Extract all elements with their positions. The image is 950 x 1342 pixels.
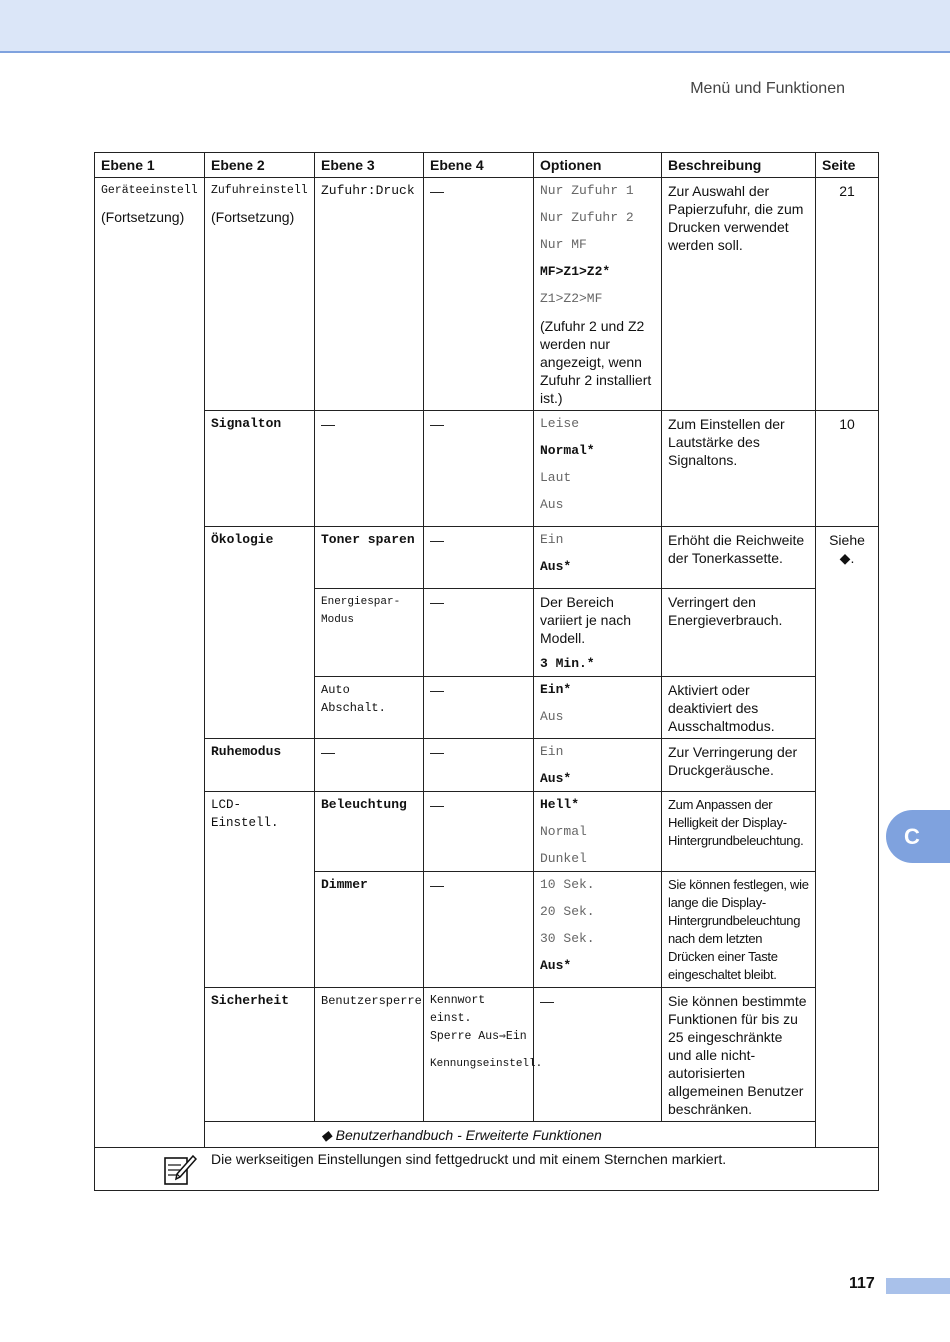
note — [95, 1148, 879, 1191]
level4-cell: — — [424, 792, 534, 872]
description-cell: Zum Einstellen der Lautstärke des Signaltons. — [662, 411, 816, 527]
options-cell — [534, 589, 662, 677]
page-number-bar — [886, 1278, 950, 1294]
option-default: Hell* — [540, 797, 580, 812]
footnote-row — [95, 1122, 879, 1148]
options-cell — [534, 677, 662, 739]
table-row — [95, 792, 879, 872]
description-cell: Sie können festlegen, wie lange die Display-Hintergrundbeleuchtung nach dem letzten Drücken einer Taste eingeschaltet bleibt. — [662, 872, 816, 988]
option-default: Normal* — [540, 443, 595, 458]
level4-item: Sperre Aus⇒Ein — [430, 1030, 527, 1043]
table-row — [95, 739, 879, 792]
col-header: Optionen — [534, 153, 662, 178]
col-header: Ebene 1 — [95, 153, 205, 178]
option: Laut — [540, 470, 572, 485]
options-cell: — — [534, 988, 662, 1122]
level4-cell: — — [424, 589, 534, 677]
options-cell — [534, 178, 662, 411]
level4-cell: — — [424, 527, 534, 589]
level4-cell: — — [424, 872, 534, 988]
option-note: Der Bereich variiert je nach Modell. — [540, 594, 632, 646]
options-cell — [534, 739, 662, 792]
note-pencil-icon — [163, 1154, 197, 1186]
options-cell — [534, 527, 662, 589]
level4-item: Kennungseinstell. — [430, 1058, 543, 1070]
page-cell: 21 — [816, 178, 879, 411]
level2-cont: (Fortsetzung) — [211, 209, 295, 225]
header-band — [0, 0, 950, 53]
option: Aus — [540, 497, 564, 512]
col-header: Ebene 3 — [315, 153, 424, 178]
description-cell: Aktiviert oder deaktiviert des Ausschaltmodus. — [662, 677, 816, 739]
level2-cell: Sicherheit — [205, 988, 315, 1122]
option: 20 Sek. — [540, 904, 595, 919]
menu-table — [94, 152, 879, 1191]
level2-cell: Ruhemodus — [205, 739, 315, 792]
option: Nur Zufuhr 2 — [540, 210, 634, 225]
option-default: 3 Min.* — [540, 656, 595, 671]
option: Aus — [540, 709, 564, 724]
level1-cell — [95, 178, 205, 1148]
option: Nur Zufuhr 1 — [540, 183, 634, 198]
table-row — [95, 527, 879, 589]
level2-cell: LCD-Einstell. — [205, 792, 315, 988]
level1-name: Geräteeinstell — [101, 184, 198, 197]
option: Leise — [540, 416, 580, 431]
level3-cell: Zufuhr:Druck — [315, 178, 424, 411]
option: Ein — [540, 532, 564, 547]
level4-item: Kennwort einst. — [430, 994, 486, 1025]
col-header: Beschreibung — [662, 153, 816, 178]
page-cell: Siehe ◆. — [816, 527, 879, 1148]
running-header: Menü und Funktionen — [690, 80, 845, 97]
description-cell: Zum Anpassen der Helligkeit der Display-Hintergrundbeleuchtung. — [662, 792, 816, 872]
option-default: Ein* — [540, 682, 572, 697]
option-default: MF>Z1>Z2* — [540, 264, 611, 279]
option: 10 Sek. — [540, 877, 595, 892]
page-cell: 10 — [816, 411, 879, 527]
level2-cell: Ökologie — [205, 527, 315, 739]
level3-cell: Benutzersperre — [315, 988, 424, 1122]
level4-cell: — — [424, 739, 534, 792]
options-cell — [534, 411, 662, 527]
level3-cell: Energiespar-Modus — [315, 589, 424, 677]
option-default: Aus* — [540, 771, 572, 786]
option-default: Aus* — [540, 958, 572, 973]
options-cell — [534, 872, 662, 988]
level4-cell: — — [424, 411, 534, 527]
footnote-text: ◆ Benutzerhandbuch - Erweiterte Funktionen — [321, 1127, 602, 1143]
level2-cell: Signalton — [205, 411, 315, 527]
table-header-row — [95, 153, 879, 178]
description-cell: Sie können bestimmte Funktionen für bis zu 25 eingeschränkte und alle nicht-autorisierten allgemeinen Benutzer beschränken. — [662, 988, 816, 1122]
level3-cell: — — [315, 739, 424, 792]
note-text: Die werkseitigen Einstellungen sind fettgedruckt und mit einem Sternchen markiert. — [211, 1151, 727, 1167]
note-row — [95, 1148, 879, 1191]
level2-cell — [205, 178, 315, 411]
option: Normal — [540, 824, 587, 839]
chapter-tab-label: C — [904, 824, 920, 849]
level2-name: Zufuhreinstell — [211, 184, 308, 197]
page-number: 117 — [849, 1275, 875, 1292]
level4-cell: — — [424, 677, 534, 739]
col-header: Ebene 4 — [424, 153, 534, 178]
level4-cell — [424, 988, 543, 1122]
description-cell: Zur Verringerung der Druckgeräusche. — [662, 739, 816, 792]
chapter-tab — [886, 810, 950, 863]
level4-cell: — — [424, 178, 534, 411]
option: Nur MF — [540, 237, 587, 252]
description-cell: Zur Auswahl der Papierzufuhr, die zum Drucken verwendet werden soll. — [662, 178, 816, 411]
option-note: (Zufuhr 2 und Z2 werden nur angezeigt, wenn Zufuhr 2 installiert ist.) — [540, 318, 652, 406]
option: Ein — [540, 744, 564, 759]
option: Z1>Z2>MF — [540, 291, 603, 306]
level1-cont: (Fortsetzung) — [101, 209, 185, 225]
options-cell — [534, 792, 662, 872]
footnote — [205, 1122, 879, 1148]
option: Dunkel — [540, 851, 587, 866]
table-row — [95, 411, 879, 527]
level3-cell: — — [315, 411, 424, 527]
description-cell: Verringert den Energieverbrauch. — [662, 589, 816, 677]
level3-cell: Beleuchtung — [315, 792, 424, 872]
col-header: Ebene 2 — [205, 153, 315, 178]
col-header: Seite — [816, 153, 879, 178]
table-row — [95, 178, 879, 411]
level3-cell: Auto Abschalt. — [315, 677, 424, 739]
description-cell: Erhöht die Reichweite der Tonerkassette. — [662, 527, 816, 589]
level3-cell: Toner sparen — [315, 527, 424, 589]
level3-cell: Dimmer — [315, 872, 424, 988]
table-row — [95, 988, 879, 1122]
option-default: Aus* — [540, 559, 572, 574]
option: 30 Sek. — [540, 931, 595, 946]
